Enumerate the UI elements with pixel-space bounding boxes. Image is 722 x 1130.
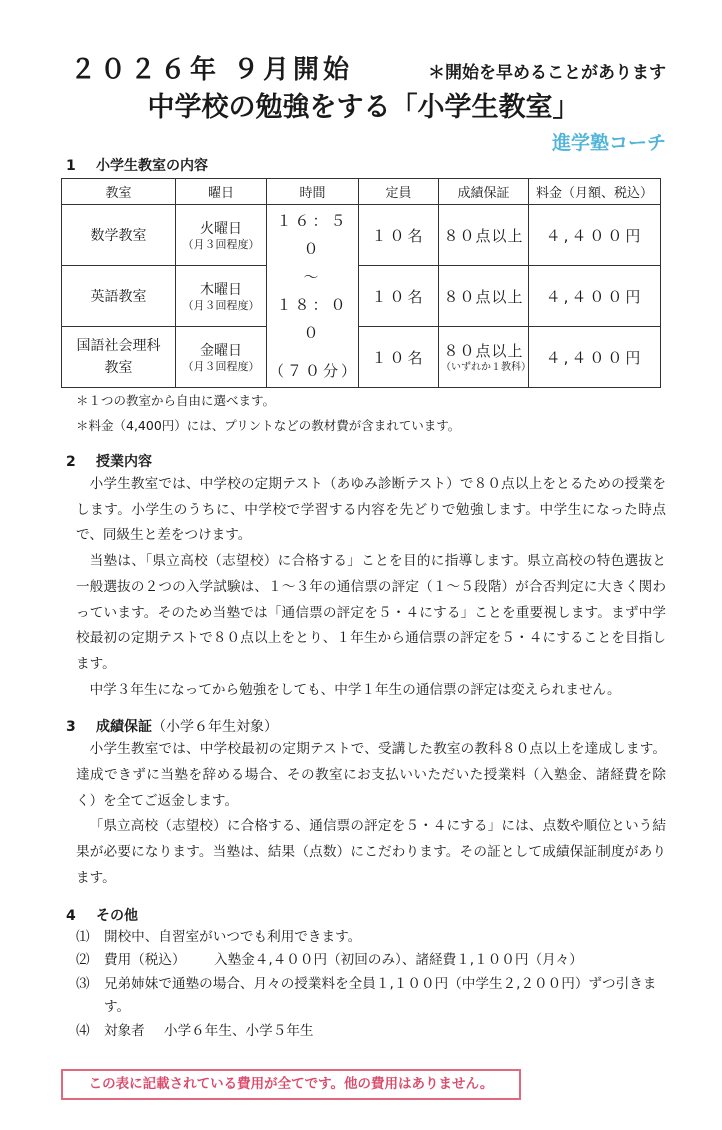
item-number: ⑷	[76, 1022, 90, 1039]
header-cell: 曜日	[176, 179, 267, 205]
guarantee-cell: ８０点以上	[439, 205, 529, 266]
section-title: その他	[96, 907, 138, 924]
section2-heading	[61, 452, 666, 472]
section2-body	[61, 472, 666, 703]
room: 国語社会理科	[76, 338, 161, 354]
header-cell: 料金（月額、税込）	[529, 179, 661, 205]
section3-body	[61, 737, 666, 891]
fee-cell: ４,４００円	[529, 266, 661, 327]
header-cell: 定員	[359, 179, 439, 205]
day-cell	[176, 205, 267, 266]
table-note: ＊１つの教室から自由に選べます。	[76, 393, 276, 408]
title-start-date: ２０２６年 ９月開始	[70, 55, 354, 85]
frequency: （月３回程度）	[182, 360, 260, 373]
section-title: 授業内容	[96, 454, 152, 470]
section4-heading	[61, 906, 666, 926]
capacity-cell: １０名	[359, 327, 439, 388]
section-number: 3	[66, 719, 76, 736]
frequency: （月３回程度）	[182, 299, 260, 312]
table-row	[62, 327, 661, 388]
guarantee-cell	[439, 327, 529, 388]
time-cell	[267, 205, 359, 388]
paragraph: 小学生教室では、中学校の定期テスト（あゆみ診断テスト）で８０点以上をとるための授業をします。小学生のうちに、中学校で学習する内容を先どりで勉強します。中学生になった時点で、同級生と差をつけます。	[76, 476, 666, 544]
section-subtitle: （小学６年生対象）	[152, 719, 278, 736]
day-cell	[176, 266, 267, 327]
list-item	[76, 926, 666, 950]
paragraph: 中学３年生になってから勉強をしても、中学１年生の通信票の評定は変えられません。	[89, 681, 621, 698]
table-row	[62, 205, 661, 266]
item-value: 小学６年生、小学５年生	[164, 1022, 314, 1039]
room-cell: 英語教室	[62, 266, 176, 327]
page-title: 中学校の勉強をする「小学生教室」	[147, 92, 580, 123]
room-cell	[62, 327, 176, 388]
other-list	[61, 926, 666, 1044]
guarantee: ８０点以上	[443, 341, 524, 360]
guarantee-cell: ８０点以上	[439, 266, 529, 327]
section-title: 小学生教室の内容	[96, 158, 208, 174]
capacity-cell: １０名	[359, 205, 439, 266]
time-start: １６：５０	[276, 212, 349, 258]
section-number: 4	[66, 907, 76, 924]
start-note: ＊開始を早めることがあります	[428, 63, 666, 83]
guarantee-note: （いずれか１教科）	[441, 361, 531, 373]
day-cell	[176, 327, 267, 388]
frequency: （月３回程度）	[182, 238, 260, 251]
time-duration: （７０分）	[269, 362, 360, 380]
section-number: 2	[66, 454, 76, 470]
capacity-cell: １０名	[359, 266, 439, 327]
fee-cell: ４,４００円	[529, 327, 661, 388]
list-item	[76, 973, 666, 1020]
room-line2: 教室	[104, 360, 133, 376]
section-number: 1	[66, 158, 76, 174]
paragraph: 当塾は、「県立高校（志望校）に合格する」ことを目的に指導します。県立高校の特色選抜と一般選抜の２つの入学試験は、１～３年の通信票の評定（１～５段階）が合否判定に大きく関わっています。そのため当塾では「通信票の評定を５・４にする」ことを重要視します。まず中学校最初の定期テストで８０点以上をとり、１年生から通信票の評定を５・４にすることを目指します。	[76, 553, 666, 672]
table-note: ＊料金（4,400円）には、プリントなどの教材費が含まれています。	[76, 418, 461, 433]
paragraph: 「県立高校（志望校）に合格する、通信票の評定を５・４にする」には、点数や順位という結果が必要になります。当塾は、結果（点数）にこだわります。その証として成績保証制度があります。	[76, 818, 666, 886]
item-label: 兄弟姉妹で通塾の場合、月々の授業料を全員１,１００円（中学生２,２００円）ずつ引きます。	[104, 975, 657, 1016]
table-row	[62, 266, 661, 327]
item-number: ⑶	[76, 975, 90, 992]
paragraph: 小学生教室では、中学校最初の定期テストで、受講した教室の教科８０点以上を達成します。達成できずに当塾を辞める場合、その教室にお支払いいただいた授業料（入塾金、諸経費を除く）を全てご返金します。	[76, 741, 666, 809]
item-number: ⑵	[76, 952, 90, 969]
header-row	[61, 54, 666, 86]
day: 金曜日	[200, 343, 242, 359]
section-title: 成績保証	[96, 719, 152, 736]
section1-heading	[61, 156, 666, 176]
list-item	[76, 949, 666, 973]
fee-cell: ４,４００円	[529, 205, 661, 266]
header-cell: 成績保証	[439, 179, 529, 205]
brand-name: 進学塾コーチ	[551, 132, 666, 154]
item-label: 対象者	[104, 1022, 145, 1039]
item-label: 開校中、自習室がいつでも利用できます。	[104, 928, 362, 945]
section3-heading	[61, 717, 666, 737]
item-number: ⑴	[76, 928, 90, 945]
classes-table	[61, 178, 661, 388]
header-cell: 教室	[62, 179, 176, 205]
day: 木曜日	[200, 282, 242, 298]
all-fees-notice: この表に記載されている費用が全てです。他の費用はありません。	[61, 1069, 521, 1100]
header-cell: 時間	[267, 179, 359, 205]
time-tilde: ～	[303, 268, 322, 286]
time-end: １８：００	[276, 296, 349, 342]
item-value: 入塾金４,４００円（初回のみ）、諸経費１,１００円（月々）	[214, 952, 583, 969]
day: 火曜日	[200, 221, 242, 237]
list-item	[76, 1020, 666, 1044]
item-label: 費用（税込）	[104, 952, 186, 969]
table-header-row	[62, 179, 661, 205]
room-cell: 数学教室	[62, 205, 176, 266]
